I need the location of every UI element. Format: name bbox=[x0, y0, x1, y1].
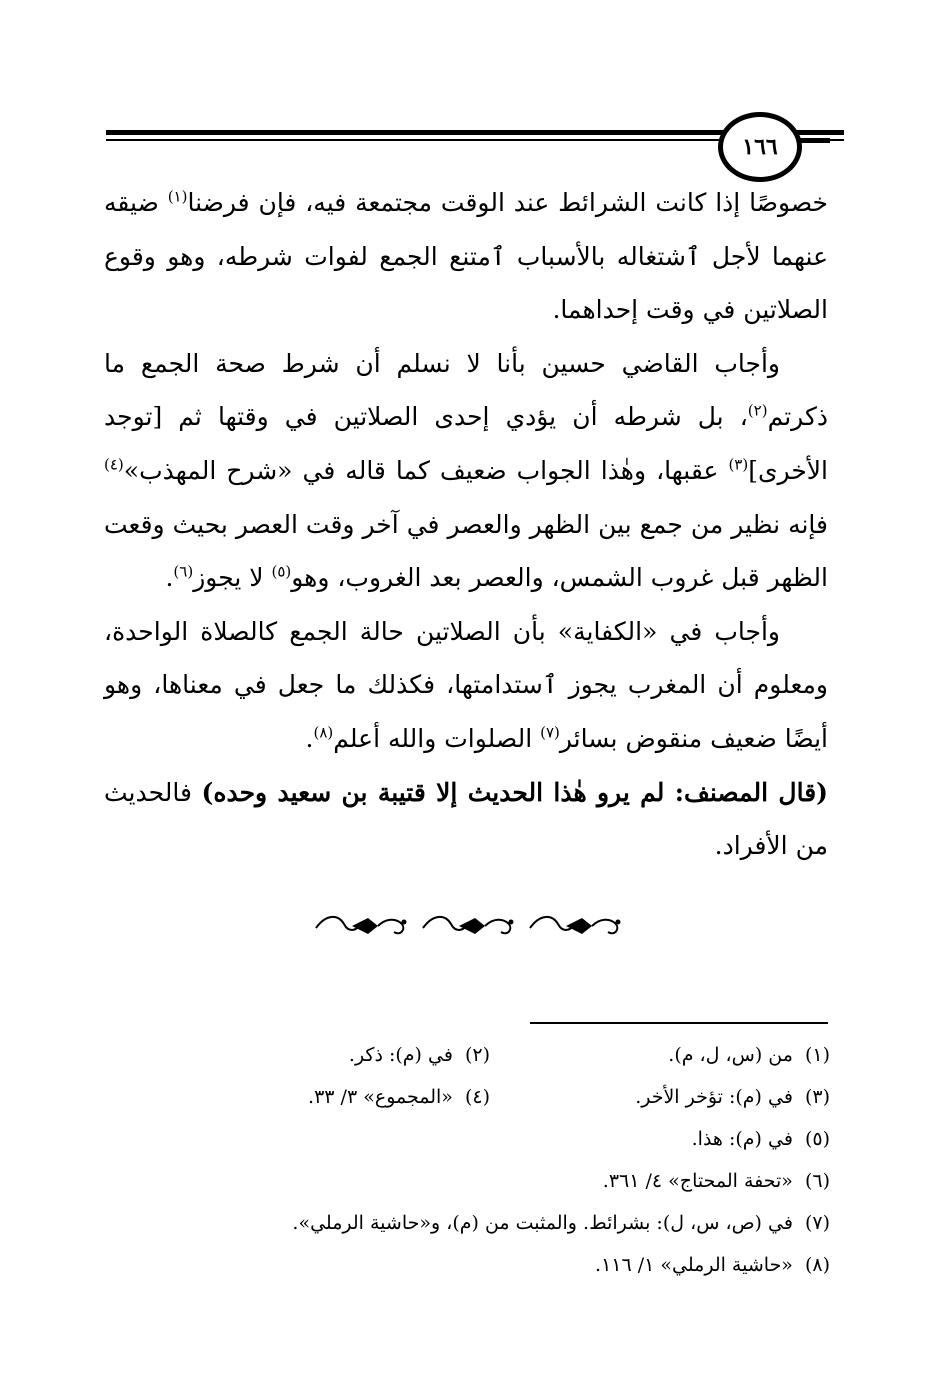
footnote-text: في (م): هذا. bbox=[691, 1128, 793, 1150]
main-text bbox=[104, 176, 828, 873]
text-run: لا يجوز bbox=[193, 563, 272, 593]
footnote-1 bbox=[490, 1034, 830, 1076]
footnote-ref: (١) bbox=[167, 187, 188, 206]
footnote-number: (٧) bbox=[804, 1212, 830, 1234]
footnote-row bbox=[150, 1076, 830, 1118]
paragraph-1 bbox=[104, 176, 828, 337]
footnote-ref: (٥) bbox=[271, 562, 292, 581]
text-run: فإنه نظير من جمع بين الظهر والعصر في آخر وقت العصر بحيث وقعت الظهر قبل غروب الشمس، والعصر بعد الغروب، وهو bbox=[104, 509, 828, 593]
footnote-6 bbox=[150, 1160, 830, 1202]
footnote-number: (٨) bbox=[804, 1254, 830, 1276]
footnote-8 bbox=[150, 1244, 830, 1286]
footnote-number: (١) bbox=[804, 1044, 830, 1066]
footnote-2 bbox=[150, 1034, 490, 1076]
ornament-icon bbox=[419, 910, 517, 940]
text-run: . bbox=[305, 723, 314, 753]
footnote-ref: (٢) bbox=[747, 402, 768, 421]
text-run: عقبها، وهٰذا الجواب ضعيف كما قاله في «شرح المهذب» bbox=[123, 455, 729, 485]
ornament-icon bbox=[312, 910, 410, 940]
ornament-divider bbox=[312, 906, 624, 944]
footnote-text: في (ص، س، ل): بشرائط. والمثبت من (م)، و«حاشية الرملي». bbox=[292, 1212, 793, 1234]
text-run: وأجاب في «الكفاية» بأن الصلاتين حالة الجمع كالصلاة الواحدة، ومعلوم أن المغرب يجوز ٱستدامتها، فكذلك ما جعل في معناها، وهو أيضًا ضعيف منقوض بسائر bbox=[104, 616, 828, 753]
footnote-number: (٢) bbox=[464, 1044, 490, 1066]
footnote-7 bbox=[150, 1202, 830, 1244]
footnote-text: في (م): ذكر. bbox=[348, 1044, 453, 1066]
ornament-icon bbox=[526, 910, 624, 940]
footnote-text: من (س، ل، م). bbox=[668, 1044, 793, 1066]
page-number: ١٦٦ bbox=[718, 112, 802, 182]
text-run: خصوصًا إذا كانت الشرائط عند الوقت مجتمعة فيه، فإن فرضنا bbox=[187, 188, 828, 217]
footnote-row bbox=[150, 1034, 830, 1076]
text-run: ضيقه عنهما لأجل ٱشتغاله بالأسباب ٱمتنع الجمع لفوات شرطه، وهو وقوع الصلاتين في وقت إحداهما. bbox=[104, 188, 828, 325]
paragraph-4 bbox=[104, 766, 828, 873]
paragraph-3 bbox=[104, 605, 828, 766]
footnote-number: (٤) bbox=[464, 1086, 490, 1108]
footnote-ref: (٨) bbox=[313, 723, 334, 742]
footnotes bbox=[150, 1034, 830, 1286]
text-run: . bbox=[165, 563, 174, 593]
footnote-text: «تحفة المحتاج» ٤/ ٣٦١. bbox=[602, 1170, 793, 1192]
text-run: ، بل شرطه أن يؤدي إحدى الصلاتين في وقتها ثم [توجد الأخرى] bbox=[104, 402, 828, 485]
footnote-number: (٣) bbox=[804, 1086, 830, 1108]
footnote-number: (٦) bbox=[804, 1170, 830, 1192]
text-run: فالحديث من الأفراد. bbox=[104, 777, 828, 861]
text-run: الصلوات والله أعلم bbox=[333, 723, 541, 753]
footnote-3 bbox=[490, 1076, 830, 1118]
footnote-ref: (٣) bbox=[728, 455, 749, 474]
footnote-text: «حاشية الرملي» ١/ ١١٦. bbox=[595, 1254, 793, 1276]
text-run: وأجاب القاضي حسين بأنا لا نسلم أن شرط صحة الجمع ما ذكرتم bbox=[104, 348, 828, 432]
footnote-5 bbox=[150, 1118, 830, 1160]
footnote-text: «المجموع» ٣/ ٣٣. bbox=[308, 1086, 453, 1108]
footnote-number: (٥) bbox=[804, 1128, 830, 1150]
author-quote: (قال المصنف: لم يرو هٰذا الحديث إلا قتيبة بن سعيد وحده) bbox=[201, 777, 828, 807]
paragraph-2 bbox=[104, 337, 828, 605]
footnote-ref: (٦) bbox=[173, 562, 194, 581]
footnote-ref: (٤) bbox=[104, 455, 124, 474]
footnote-separator bbox=[530, 1022, 828, 1024]
footnote-4 bbox=[150, 1076, 490, 1118]
footnote-ref: (٧) bbox=[540, 723, 560, 742]
footnote-text: في (م): تؤخر الأخر. bbox=[635, 1086, 793, 1108]
